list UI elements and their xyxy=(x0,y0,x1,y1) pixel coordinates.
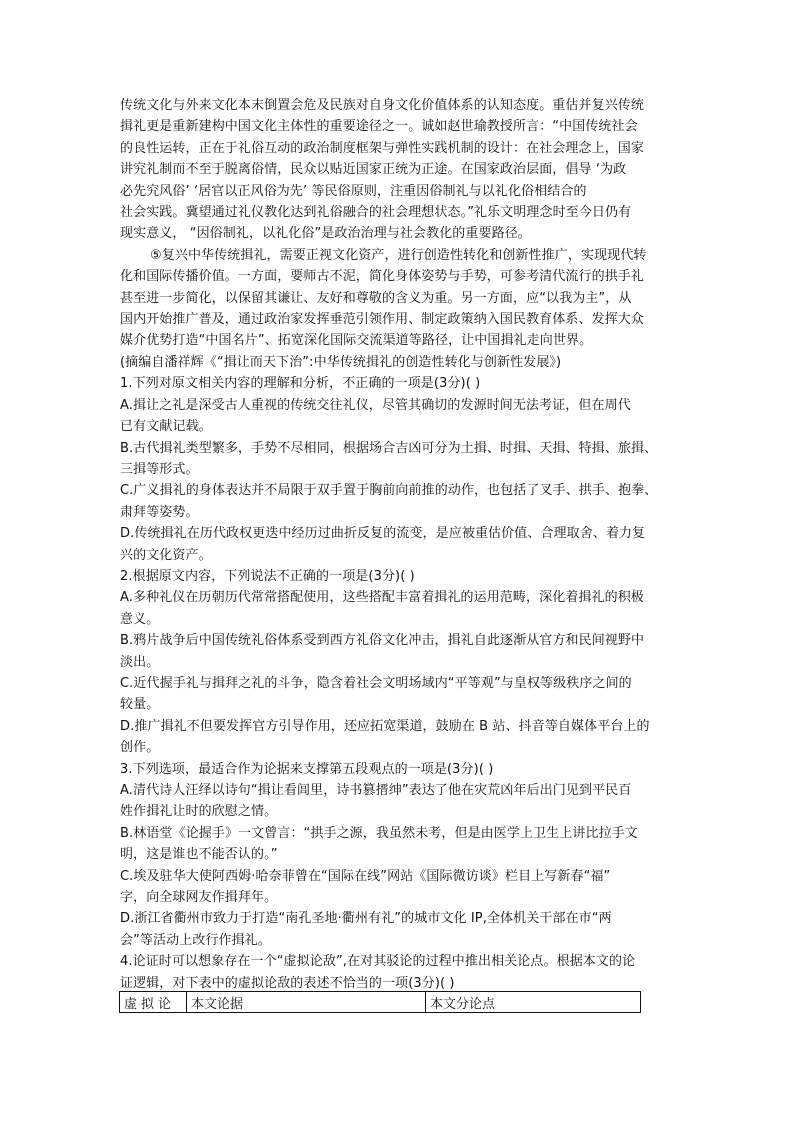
question-1: 1.下列对原文相关内容的理解和分析，不正确的一项是(3分)( ) xyxy=(120,376,481,392)
option-line: 兴的文化资产。 xyxy=(120,547,212,563)
option-line: A.揖让之礼是深受古人重视的传统交往礼仪，尽管其确切的发源时间无法考证，但在周代 xyxy=(120,397,631,413)
text-line: 甚至进一步简化，以保留其谦让、友好和尊敬的含义为重。另一方面，应“以我为主”，从 xyxy=(120,290,632,306)
option-line: 会”等活动上改行作揖礼。 xyxy=(120,932,271,948)
option-line: 已有文献记载。 xyxy=(120,419,212,435)
question-4: 4.论证时可以想象存在一个“虚拟论敌”,在对其驳论的过程中推出相关论点。根据本文的论 xyxy=(120,954,636,970)
text-line: 化和国际传播价值。一方面，要师古不泥，简化身体姿势与手势，可参考清代流行的拱手礼 xyxy=(120,269,645,285)
option-line: A.多种礼仪在历朝历代常常搭配使用，这些搭配丰富着揖礼的运用范畴，深化着揖礼的积极 xyxy=(120,590,644,606)
text-line: 国内开始推广普及，通过政治家发挥垂范引领作用、制定政策纳入国民教育体系、发挥大众 xyxy=(120,312,645,328)
option-line: 创作。 xyxy=(120,740,160,756)
option-line: D.推广揖礼不但要发挥官方引导作用，还应拓宽渠道，鼓励在 B 站、抖音等自媒体平台上的 xyxy=(120,718,650,734)
option-line: D.浙江省衢州市致力于打造“南孔圣地·衢州有礼”的城市文化 IP,全体机关干部在市“两 xyxy=(120,911,612,927)
text-line: 讲究礼制而不至于脱离俗情，民众以贴近国家正统为正途。在国家政治层面，倡导 ‘为政 xyxy=(120,162,627,178)
text-line: ⑤复兴中华传统揖礼，需要正视文化资产，进行创造性转化和创新性推广，实现现代转 xyxy=(150,247,647,263)
text-line: 必先究风俗’ ‘居官以正风俗为先’ 等民俗原则，注重因俗制礼与以礼化俗相结合的 xyxy=(120,183,587,199)
source-citation: (摘编自潘祥辉《“揖让而天下治”:中华传统揖礼的创造性转化与创新性发展》) xyxy=(120,354,562,370)
option-line: B.鸦片战争后中国传统礼俗体系受到西方礼俗文化冲击，揖礼自此逐渐从官方和民间视野中 xyxy=(120,633,645,649)
option-line: 字，向全球网友作揖拜年。 xyxy=(120,890,278,906)
option-line: 肃拜等姿势。 xyxy=(120,504,199,520)
text-line: 的良性运转，正在于礼俗互动的政治制度框架与弹性实践机制的设计：在社会理念上，国家 xyxy=(120,140,645,156)
text-line: 媒介优势打造“中国名片”、拓宽深化国际交流渠道等路径，让中国揖礼走向世界。 xyxy=(120,333,593,349)
text-line: 揖礼更是重新建构中国文化主体性的重要途径之一。诚如赵世瑜教授所言：“中国传统社会 xyxy=(120,119,638,135)
question-2: 2.根据原文内容，下列说法不正确的一项是(3分)( ) xyxy=(120,568,415,584)
text-line: 社会实践。冀望通过礼仪教化达到礼俗融合的社会理想状态。”礼乐文明理念时至今日仍有 xyxy=(120,205,632,221)
option-line: C.埃及驻华大使阿西姆·哈奈菲曾在“国际在线”网站《国际微访谈》栏目上写新春“福” xyxy=(120,868,611,884)
option-line: 姓作揖礼让时的欣慰之情。 xyxy=(120,804,278,820)
option-line: 三揖等形式。 xyxy=(120,461,199,477)
option-line: 淡出。 xyxy=(120,654,160,670)
table-header-row xyxy=(120,992,641,1013)
option-line: C.近代握手礼与揖拜之礼的斗争，隐含着社会文明场域内“平等观”与皇权等级秩序之间的 xyxy=(120,675,632,691)
table-header-cell: 本文论据 xyxy=(187,992,426,1013)
question-3: 3.下列选项，最适合作为论据来支撑第五段观点的一项是(3分)( ) xyxy=(120,761,494,777)
option-line: 较量。 xyxy=(120,697,160,713)
option-line: B.林语堂《论握手》一文曾言：“拱手之源，我虽然未考，但是由医学上卫生上讲比拉手文 xyxy=(120,825,638,841)
text-line: 现实意义， “因俗制礼，以礼化俗”是政治治理与社会教化的重要路径。 xyxy=(120,226,531,242)
option-line: B.古代揖礼类型繁多，手势不尽相同，根据场合吉凶可分为土揖、时揖、天揖、特揖、旅揖、 xyxy=(120,440,658,456)
option-line: 意义。 xyxy=(120,611,160,627)
option-line: 明，这是谁也不能否认的。” xyxy=(120,847,278,863)
option-line: D.传统揖礼在历代政权更迭中经历过曲折反复的流变，是应被重估价值、合理取舍、着力复 xyxy=(120,526,646,542)
table-header-cell: 虚拟论 xyxy=(120,992,187,1013)
table-header-cell: 本文分论点 xyxy=(426,992,641,1013)
text-line: 传统文化与外来文化本末倒置会危及民族对自身文化价值体系的认知态度。重估并复兴传统 xyxy=(120,98,645,113)
document-body xyxy=(120,95,676,994)
option-line: A.清代诗人汪绎以诗句“揖让看闾里，诗书篡搢绅”表达了他在灾荒凶年后出门见到平民百 xyxy=(120,783,632,798)
argument-table xyxy=(119,991,641,1013)
option-line: C.广义揖礼的身体表达并不局限于双手置于胸前向前推的动作，也包括了叉手、拱手、抱拳、 xyxy=(120,483,658,499)
text-line: 证逻辑，对下表中的虚拟论敌的表述不恰当的一项(3分)( ) xyxy=(120,975,455,991)
